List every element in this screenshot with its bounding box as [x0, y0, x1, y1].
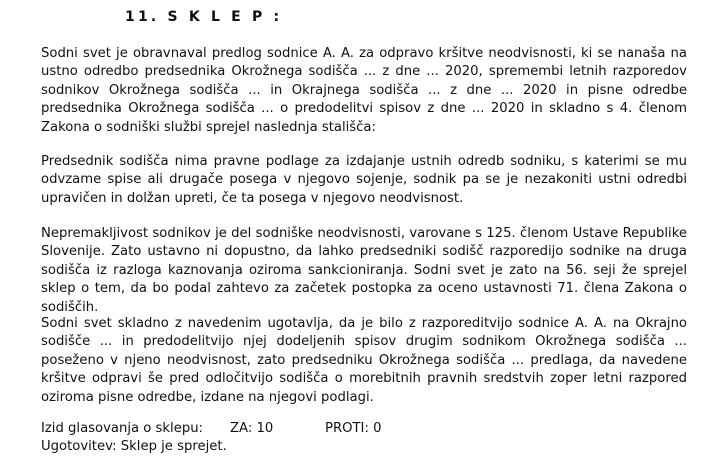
paragraph-intro: Sodni svet je obravnaval predlog sodnice A. A. za odpravo kršitve neodvisnosti, ki se nanaša na ustno odredbo predsednika Okrožnega sodišča ... z dne ... 2020, spremembi letnih razporedov sodnikov Okrožnega sodišča ... in Okrajnega sodišča ... z dne ... 2020 in pisne odredbe predsednika Okrožnega sodišča ... o predodelitvi spisov z dne ... 2020 in skladno s 4. členom Zakona o sodniški službi sprejel naslednja stališča:: [41, 46, 687, 135]
paragraph-finding: Sodni svet skladno z navedenim ugotavlja, da je bilo z razporeditvijo sodnice A. A. na Okrajno sodišče ... in predodelitvijo njej dodeljenih spisov drugim sodnikom Okrožnega sodišča ... poseženo v njeno neodvisnost, zato predsedniku Okrožnega sodišča ... predlaga, da navedene kršitve odpravi še pred odločitvijo sodišča o morebitnih pravnih sredstvih zoper letni razpored oziroma pisne odredbe, izdane na njegovi podlagi.: [41, 316, 687, 405]
vote-label: Izid glasovanja o sklepu:: [41, 421, 203, 436]
paragraph-oral-orders: Predsednik sodišča nima pravne podlage za izdajanje ustnih odredb sodniku, s katerimi se mu odvzame spise ali drugače posega v njegovo sojenje, sodnik pa se je nezakoniti ustni odredbi upravičen in dolžan upreti, če ta posega v njegovo neodvisnost.: [41, 154, 687, 206]
vote-result: [41, 420, 687, 438]
vote-against: PROTI: 0: [325, 421, 382, 436]
resolution-heading: 11. S K L E P :: [125, 9, 283, 25]
vote-for: ZA: 10: [230, 421, 274, 436]
paragraph-irremovability: Nepremakljivost sodnikov je del sodniške neodvisnosti, varovane s 125. členom Ustave Republike Slovenije. Zato ustavno ni dopustno, da lahko predsedniki sodišč razporedijo sodnike na druga sodišča iz razloga kaznovanja oziroma sankcioniranja. Sodni svet je zato na 56. seji že sprejel sklep o tem, da bo podal zahtevo za začetek postopka za oceno ustavnosti 71. člena Zakona o sodiščih.: [41, 226, 687, 315]
conclusion: Ugotovitev: Sklep je sprejet.: [41, 439, 227, 454]
